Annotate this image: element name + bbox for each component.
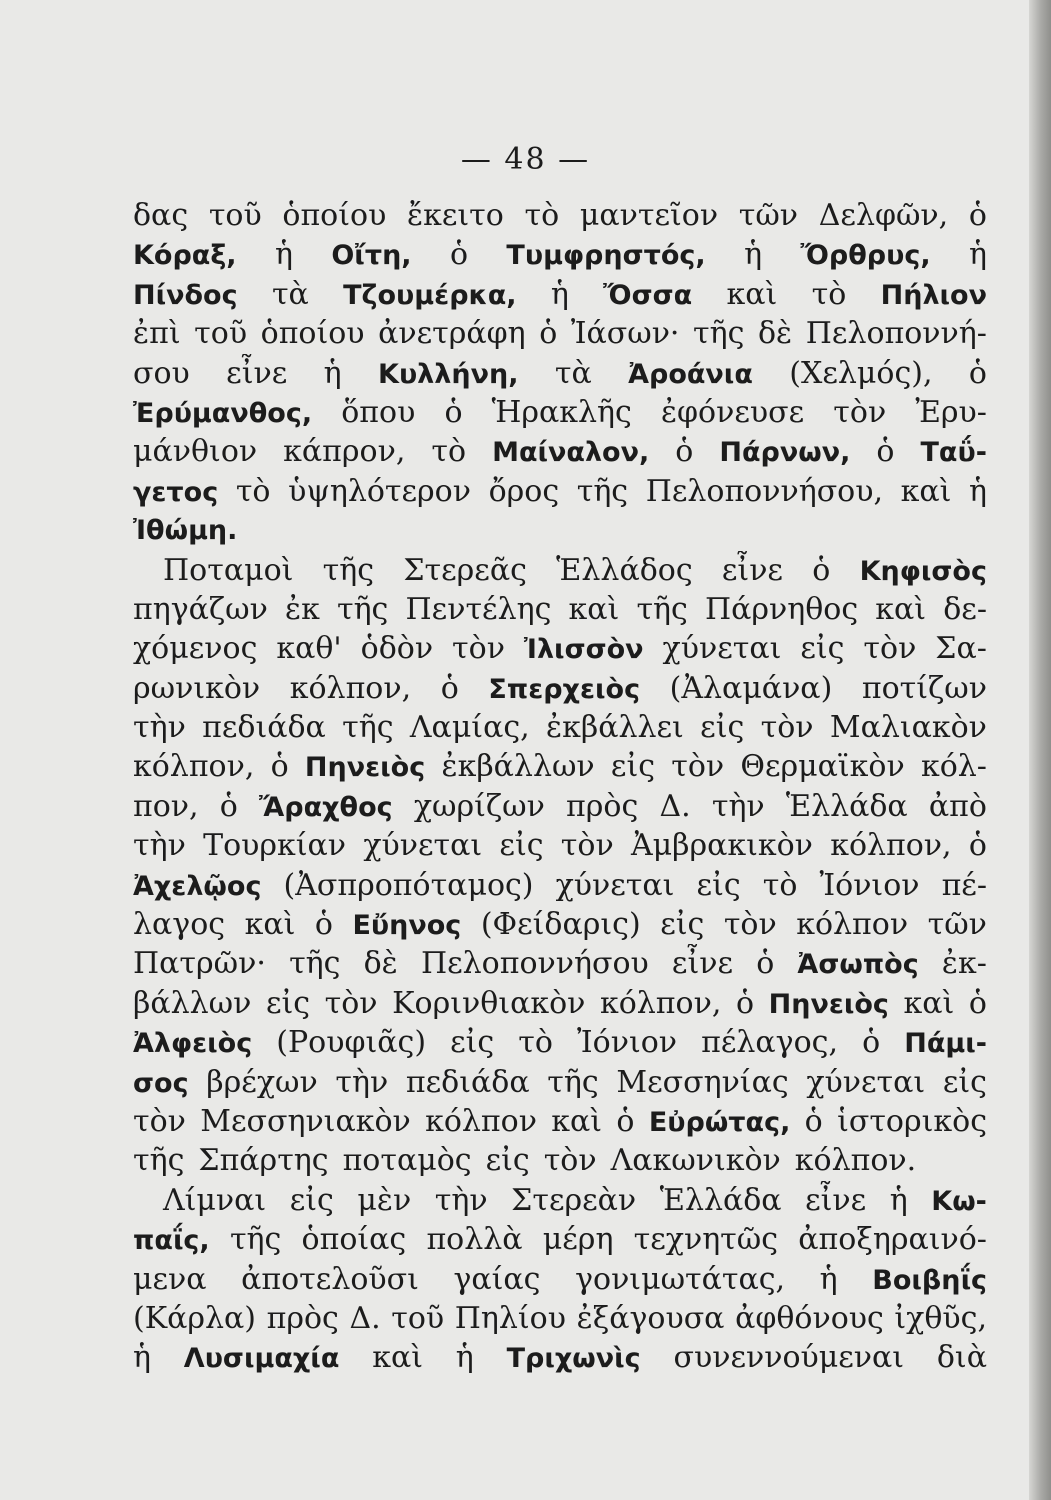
word: ἡ bbox=[274, 237, 293, 273]
word: ὁ bbox=[440, 670, 459, 706]
word: Ἑλλάδα bbox=[785, 788, 908, 824]
word: χωρίζων bbox=[413, 788, 545, 824]
text-line bbox=[133, 826, 987, 865]
word: τῆς bbox=[693, 316, 745, 352]
word: τῆς bbox=[289, 946, 341, 982]
word: τὸν bbox=[324, 985, 378, 1021]
text-line bbox=[133, 472, 987, 511]
word: Πελοποννήσου bbox=[420, 946, 649, 982]
text-line bbox=[133, 1023, 987, 1062]
bold-term: Κόραξ, bbox=[133, 240, 237, 272]
word: ὅπου bbox=[341, 394, 416, 430]
text-line bbox=[133, 393, 987, 432]
word: ὁ bbox=[735, 985, 755, 1021]
word: Δ. bbox=[659, 788, 691, 824]
word: ἡ bbox=[323, 355, 342, 391]
word: ὁ bbox=[862, 1025, 881, 1061]
bold-term: Κηφισὸς bbox=[859, 555, 987, 587]
bold-term: Τριχωνὶς bbox=[506, 1343, 641, 1375]
text-line bbox=[133, 511, 987, 550]
word: ὁ bbox=[876, 434, 895, 470]
word: ἱστορικὸς bbox=[837, 1103, 987, 1139]
word: τὸν bbox=[863, 631, 917, 667]
text-line bbox=[133, 984, 987, 1023]
bold-term: Ταΰ- bbox=[920, 437, 987, 469]
word: ὁποίου bbox=[282, 198, 387, 233]
bold-term: Πήλιον bbox=[880, 279, 987, 311]
text-line bbox=[133, 314, 987, 353]
bold-term: Τζουμέρκα, bbox=[343, 279, 517, 311]
word: πολλὰ bbox=[426, 1222, 523, 1258]
text-line bbox=[133, 235, 987, 274]
bold-term: Οἴτη, bbox=[331, 240, 412, 272]
word: τὰ bbox=[554, 355, 592, 391]
word: ἐξάγουσα bbox=[576, 1300, 725, 1336]
word: Μεσσηνίας bbox=[616, 1064, 789, 1100]
word: τῆς bbox=[576, 473, 629, 509]
word: ἀποτελοῦσι bbox=[241, 1261, 419, 1297]
bold-term: Ἐρύμανθος, bbox=[133, 397, 313, 429]
word: (Χελμός), bbox=[789, 355, 933, 391]
word: Ἑλλάδος bbox=[556, 552, 693, 588]
word: Λαμίας, bbox=[409, 710, 530, 746]
text-line bbox=[133, 866, 987, 905]
word: βρέχων bbox=[206, 1064, 318, 1100]
word: ὁ bbox=[449, 237, 469, 273]
word: Πατρῶν· bbox=[133, 946, 266, 982]
bold-term: Ἀροάνια bbox=[628, 358, 753, 390]
word: ὁδὸν bbox=[360, 631, 434, 667]
word: δὲ bbox=[363, 946, 398, 982]
word: τῆς bbox=[547, 1064, 599, 1100]
word: Ἰόνιον bbox=[577, 1025, 678, 1061]
word: δας bbox=[133, 198, 189, 233]
bold-term: Ἰθώμη. bbox=[133, 515, 238, 547]
word: τὴν bbox=[335, 1064, 389, 1100]
word: τὸν bbox=[671, 749, 725, 785]
word: γαίας bbox=[453, 1261, 541, 1297]
word: Ἡρακλῆς bbox=[491, 394, 632, 430]
word: ὁποίας bbox=[301, 1222, 407, 1258]
word: μενα bbox=[133, 1261, 207, 1297]
word: Θερμαϊκὸν bbox=[740, 749, 905, 785]
word: κόλπον, bbox=[289, 670, 412, 706]
word: Λίμναι bbox=[163, 1182, 267, 1218]
word: ὁ bbox=[804, 1103, 823, 1139]
word: εἰς bbox=[700, 710, 745, 746]
word: ὁ bbox=[812, 552, 831, 588]
word: τῆς bbox=[636, 591, 688, 627]
bold-term: Ἀλφειὸς bbox=[133, 1028, 253, 1060]
word: τῆς bbox=[336, 591, 389, 627]
word: καὶ bbox=[900, 473, 952, 509]
word: εἰς bbox=[450, 1025, 495, 1061]
word: ἡ bbox=[969, 237, 987, 273]
text-line bbox=[133, 590, 987, 629]
word: τὴν bbox=[133, 710, 186, 746]
word: εἰς bbox=[696, 867, 741, 903]
bold-term: Βοιβηΐς bbox=[872, 1264, 987, 1296]
word: (Ἀσπροπόταμος) bbox=[283, 867, 534, 903]
word: μέρη bbox=[542, 1222, 614, 1258]
word: τῆς bbox=[322, 552, 375, 588]
text-line bbox=[133, 551, 987, 590]
word: κόλπον. bbox=[794, 1143, 917, 1179]
word: τοῦ bbox=[391, 1300, 445, 1336]
word: Ἀμβρακικὸν bbox=[630, 828, 813, 864]
bold-term: σος bbox=[133, 1067, 189, 1099]
word: ὁποίου bbox=[260, 316, 365, 352]
word: τὸ bbox=[431, 434, 467, 470]
word: ἰχθῦς, bbox=[894, 1300, 987, 1336]
word: Ποταμοὶ bbox=[163, 552, 294, 588]
word: τεχνητῶς bbox=[633, 1222, 779, 1258]
word: τοῦ bbox=[208, 198, 262, 233]
word: χύνεται bbox=[806, 1064, 926, 1100]
word: ὑψηλότερον bbox=[288, 473, 471, 509]
bold-term: Εὔηνος bbox=[352, 910, 462, 942]
word: εἶνε bbox=[721, 552, 783, 588]
word: εἰς bbox=[499, 828, 544, 864]
word: κόλπον bbox=[425, 1103, 537, 1139]
word: Πηλίου bbox=[454, 1300, 566, 1336]
word: εἰς bbox=[660, 907, 705, 943]
bold-term: Πηνειὸς bbox=[768, 988, 889, 1020]
word: Δ. bbox=[349, 1300, 381, 1336]
word: καθ' bbox=[276, 631, 342, 667]
word: ἐκβάλλων bbox=[441, 749, 595, 785]
bold-term: Πάμι- bbox=[904, 1028, 987, 1060]
text-line bbox=[133, 787, 987, 826]
word: (Ρουφιᾶς) bbox=[276, 1025, 427, 1061]
word: ἐκ bbox=[284, 591, 320, 627]
word: χόμενος bbox=[133, 631, 258, 667]
word: μάνθιον bbox=[133, 434, 258, 470]
page-number: — 48 — bbox=[460, 142, 591, 177]
text-line bbox=[133, 629, 987, 668]
word: Δελφῶν, bbox=[818, 198, 949, 233]
word: ὁ bbox=[270, 749, 289, 785]
word: Πάρνηθος bbox=[704, 591, 859, 627]
word: Σα- bbox=[935, 631, 987, 667]
word: ἀνετράφη bbox=[378, 316, 526, 352]
word: εἰς bbox=[265, 985, 311, 1021]
word: καὶ bbox=[568, 591, 620, 627]
word: τῆς bbox=[342, 710, 394, 746]
word: Πελοποννήσου, bbox=[645, 473, 884, 509]
word: ὁ bbox=[444, 394, 463, 430]
word: ἐπὶ bbox=[133, 316, 181, 352]
word: γονιμωτάτας, bbox=[575, 1261, 786, 1297]
word: πον, bbox=[133, 788, 199, 824]
word: πρὸς bbox=[266, 1300, 339, 1336]
word: χύνεται bbox=[363, 828, 483, 864]
word: Ἑλλάδα bbox=[659, 1182, 782, 1218]
bold-term: Κω- bbox=[931, 1185, 987, 1217]
word: Σπάρτης bbox=[198, 1143, 329, 1179]
word: τὸν bbox=[133, 1103, 186, 1139]
word: Στερεὰν bbox=[511, 1182, 637, 1218]
word: ἡ bbox=[889, 1182, 908, 1218]
word: καὶ bbox=[903, 985, 955, 1021]
word: εἰς bbox=[610, 749, 656, 785]
word: λαγος bbox=[133, 907, 226, 943]
word: τὸν bbox=[723, 907, 777, 943]
word: καὶ bbox=[372, 1340, 423, 1376]
word: Μαλιακὸν bbox=[829, 710, 987, 746]
word: τῆς bbox=[133, 1143, 185, 1179]
word: Κορινθιακὸν bbox=[392, 985, 586, 1021]
word: ἐκ- bbox=[941, 946, 987, 982]
bold-term: Τυμφρηστός, bbox=[506, 240, 706, 272]
word: τὴν bbox=[711, 788, 765, 824]
word: τὸν bbox=[760, 710, 814, 746]
word: δε- bbox=[943, 591, 987, 627]
text-line bbox=[133, 1141, 987, 1180]
text-line bbox=[133, 944, 987, 983]
bold-term: Μαίναλον, bbox=[492, 437, 650, 469]
text-line bbox=[133, 905, 987, 944]
word: ὄρος bbox=[488, 473, 560, 509]
word: τὸν bbox=[452, 631, 505, 667]
word: καὶ bbox=[551, 1103, 603, 1139]
bold-term: Πίνδος bbox=[133, 279, 238, 311]
word: τὸ bbox=[811, 276, 847, 312]
word: εἶνε bbox=[805, 1182, 867, 1218]
word: ὁ bbox=[968, 985, 987, 1021]
word: εἶνε bbox=[671, 946, 734, 982]
text-line bbox=[133, 1260, 987, 1299]
word: κάπρον, bbox=[283, 434, 406, 470]
bold-term: Ἄραχθος bbox=[259, 791, 393, 823]
word: καὶ bbox=[726, 276, 778, 312]
word: δὲ bbox=[758, 316, 793, 352]
word: Ἐρυ- bbox=[915, 394, 987, 430]
word: εἶνε bbox=[226, 355, 288, 391]
text-line bbox=[133, 1063, 987, 1102]
word: ποτίζων bbox=[861, 670, 987, 706]
text-line bbox=[133, 196, 987, 235]
bold-term: παΐς, bbox=[133, 1225, 210, 1257]
page-edge-shadow bbox=[1029, 0, 1051, 1500]
word: ὁ bbox=[539, 316, 558, 352]
word: ἡ bbox=[550, 276, 569, 312]
word: ἡ bbox=[744, 237, 763, 273]
word: πεδιάδα bbox=[202, 710, 326, 746]
word: τῶν bbox=[738, 198, 799, 233]
bold-term: Ἰλισσὸν bbox=[523, 634, 644, 666]
word: σου bbox=[133, 355, 190, 391]
word: ἡ bbox=[133, 1340, 151, 1376]
text-line bbox=[133, 747, 987, 786]
text-line bbox=[133, 1299, 987, 1338]
word: τὴν bbox=[434, 1182, 488, 1218]
text-line bbox=[133, 1220, 987, 1259]
word: συνεννούμεναι bbox=[673, 1340, 905, 1376]
word: ἡ bbox=[968, 473, 987, 509]
word: Ἰάσων· bbox=[570, 316, 680, 352]
word: τὴν bbox=[133, 828, 186, 864]
text-line bbox=[133, 275, 987, 314]
bold-term: Κυλλήνη, bbox=[378, 358, 519, 390]
text-line bbox=[133, 708, 987, 747]
word: εἰς bbox=[942, 1064, 987, 1100]
word: τοῦ bbox=[194, 316, 248, 352]
word: κόλπον bbox=[796, 907, 909, 943]
word: τὸ bbox=[518, 1025, 553, 1061]
word: ὁ bbox=[968, 198, 987, 233]
bold-term: Λυσιμαχία bbox=[183, 1343, 340, 1375]
word: τὸ bbox=[762, 867, 798, 903]
bold-term: Ἀχελῷος bbox=[133, 870, 262, 902]
word: ἡ bbox=[455, 1340, 474, 1376]
word: βάλλων bbox=[133, 985, 252, 1021]
word: κόλπον, bbox=[133, 749, 255, 785]
word: πρὸς bbox=[566, 788, 639, 824]
word: διὰ bbox=[936, 1340, 987, 1376]
word: χύνεται bbox=[555, 867, 675, 903]
word: Πεντέλης bbox=[405, 591, 552, 627]
bold-term: Πάρνων, bbox=[719, 437, 851, 469]
word: τὸν bbox=[833, 394, 887, 430]
text-line bbox=[133, 1102, 987, 1141]
word: τῆς bbox=[229, 1222, 282, 1258]
word: ὁ bbox=[968, 355, 987, 391]
word: Πελοποννή- bbox=[805, 316, 987, 352]
word: ρωνικὸν bbox=[133, 670, 261, 706]
word: τὸ bbox=[524, 198, 560, 233]
word: Στερεᾶς bbox=[403, 552, 527, 588]
bold-term: γετος bbox=[133, 476, 219, 508]
word: (Ἀλαμάνα) bbox=[669, 670, 833, 706]
word: ὁ bbox=[219, 788, 238, 824]
word: κόλ- bbox=[920, 749, 987, 785]
word: Τουρκίαν bbox=[203, 828, 347, 864]
word: ἐφόνευσε bbox=[660, 394, 805, 430]
word: ἐκβάλλει bbox=[546, 710, 684, 746]
word: ἀπὸ bbox=[928, 788, 987, 824]
word: καὶ bbox=[244, 907, 296, 943]
text-line bbox=[133, 432, 987, 471]
word: ὁ bbox=[675, 434, 694, 470]
word: μαντεῖον bbox=[579, 198, 719, 233]
word: εἰς bbox=[485, 1143, 530, 1179]
word: ἔκειτο bbox=[407, 198, 504, 233]
word: ὁ bbox=[968, 828, 987, 864]
body-text bbox=[133, 196, 987, 1378]
word: ποταμὸς bbox=[342, 1143, 472, 1179]
word: καὶ bbox=[875, 591, 927, 627]
text-line bbox=[133, 669, 987, 708]
word: (Κάρλα) bbox=[133, 1300, 256, 1336]
bold-term: Ὄσσα bbox=[603, 279, 693, 311]
word: Μεσσηνιακὸν bbox=[200, 1103, 411, 1139]
word: πέλαγος, bbox=[701, 1025, 838, 1061]
word: πέ- bbox=[941, 867, 987, 903]
bold-term: Ἀσωπὸς bbox=[797, 949, 919, 981]
word: ἀφθόνους bbox=[735, 1300, 884, 1336]
word: τὸ bbox=[235, 473, 271, 509]
word: εἰς bbox=[800, 631, 845, 667]
bold-term: Πηνειὸς bbox=[304, 752, 426, 784]
word: Λακωνικὸν bbox=[610, 1143, 781, 1179]
word: εἰς bbox=[289, 1182, 334, 1218]
text-line bbox=[133, 1338, 987, 1377]
word: πεδιάδα bbox=[405, 1064, 530, 1100]
word: (Φείδαρις) bbox=[480, 907, 641, 943]
word: τὸν bbox=[543, 1143, 597, 1179]
bold-term: Σπερχειὸς bbox=[488, 673, 641, 705]
word: ὁ bbox=[616, 1103, 635, 1139]
word: μὲν bbox=[357, 1182, 412, 1218]
word: ἡ bbox=[819, 1261, 838, 1297]
word: κόλπον, bbox=[599, 985, 722, 1021]
word: πηγάζων bbox=[133, 591, 268, 627]
word: τῶν bbox=[927, 907, 987, 943]
bold-term: Εὐρώτας, bbox=[648, 1106, 791, 1138]
word: ἀποξηραινό- bbox=[798, 1222, 987, 1258]
bold-term: Ὄρθρυς, bbox=[800, 240, 931, 272]
word: ὁ bbox=[314, 907, 333, 943]
word: ὁ bbox=[756, 946, 775, 982]
text-line bbox=[133, 1181, 987, 1220]
text-line bbox=[133, 354, 987, 393]
word: Ἰόνιον bbox=[819, 867, 920, 903]
word: τὸν bbox=[560, 828, 614, 864]
word: κόλπον, bbox=[830, 828, 952, 864]
word: τὰ bbox=[271, 276, 309, 312]
word: χύνεται bbox=[662, 631, 782, 667]
